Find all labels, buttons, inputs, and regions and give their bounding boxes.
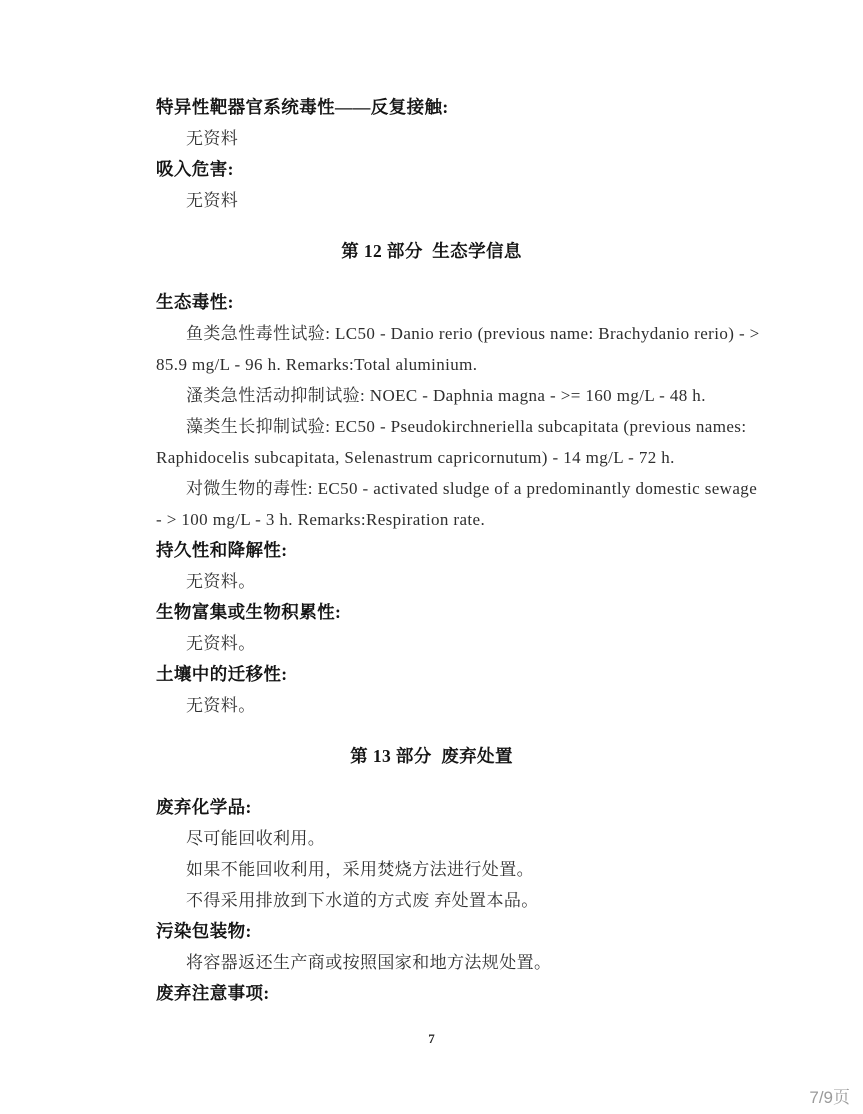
paragraph-line: Raphidocelis subcapitata, Selenastrum capricornutum) - 14 mg/L - 72 h.	[156, 448, 675, 467]
paragraph-line: 如果不能回收利用，采用焚烧方法进行处置。	[186, 860, 534, 879]
paragraph-line: 不得采用排放到下水道的方式废 弃处置本品。	[186, 891, 539, 910]
viewer-page-indicator: 7/9页	[809, 1088, 850, 1107]
field-heading: 废弃化学品:	[156, 797, 252, 817]
paragraph-line: 尽可能回收利用。	[186, 829, 326, 848]
field-heading: 废弃注意事项:	[156, 983, 270, 1003]
field-heading: 生态毒性:	[156, 292, 234, 312]
paragraph-line: - > 100 mg/L - 3 h. Remarks:Respiration rate.	[156, 510, 486, 529]
document-content	[156, 92, 760, 1009]
paragraph-line: 无资料	[186, 129, 239, 148]
field-heading: 生物富集或生物积累性:	[156, 602, 342, 622]
paragraph-line: 无资料。	[186, 572, 256, 591]
paragraph-line: 对微生物的毒性: EC50 - activated sludge of a predominantly domestic sewage	[186, 479, 758, 498]
field-heading: 土壤中的迁移性:	[156, 664, 288, 684]
section-title: 第 13 部分 废弃处置	[350, 746, 513, 766]
paragraph-line: 藻类生长抑制试验: EC50 - Pseudokirchneriella subcapitata (previous names:	[186, 417, 747, 436]
field-heading: 持久性和降解性:	[156, 540, 288, 560]
paragraph-line: 无资料。	[186, 696, 256, 715]
field-heading: 污染包装物:	[156, 921, 252, 941]
paragraph-line: 溞类急性活动抑制试验: NOEC - Daphnia magna - >= 160 mg/L - 48 h.	[186, 386, 706, 405]
page-footer-number: 7	[428, 1031, 435, 1046]
field-heading: 特异性靶器官系统毒性——反复接触:	[156, 97, 449, 117]
paragraph-line: 鱼类急性毒性试验: LC50 - Danio rerio (previous name: Brachydanio rerio) - >	[186, 324, 760, 343]
paragraph-line: 无资料	[186, 191, 239, 210]
field-heading: 吸入危害:	[156, 159, 234, 179]
section-title: 第 12 部分 生态学信息	[341, 241, 522, 261]
paragraph-line: 无资料。	[186, 634, 256, 653]
paragraph-line: 85.9 mg/L - 96 h. Remarks:Total aluminium.	[156, 355, 478, 374]
paragraph-line: 将容器返还生产商或按照国家和地方法规处置。	[186, 953, 552, 972]
